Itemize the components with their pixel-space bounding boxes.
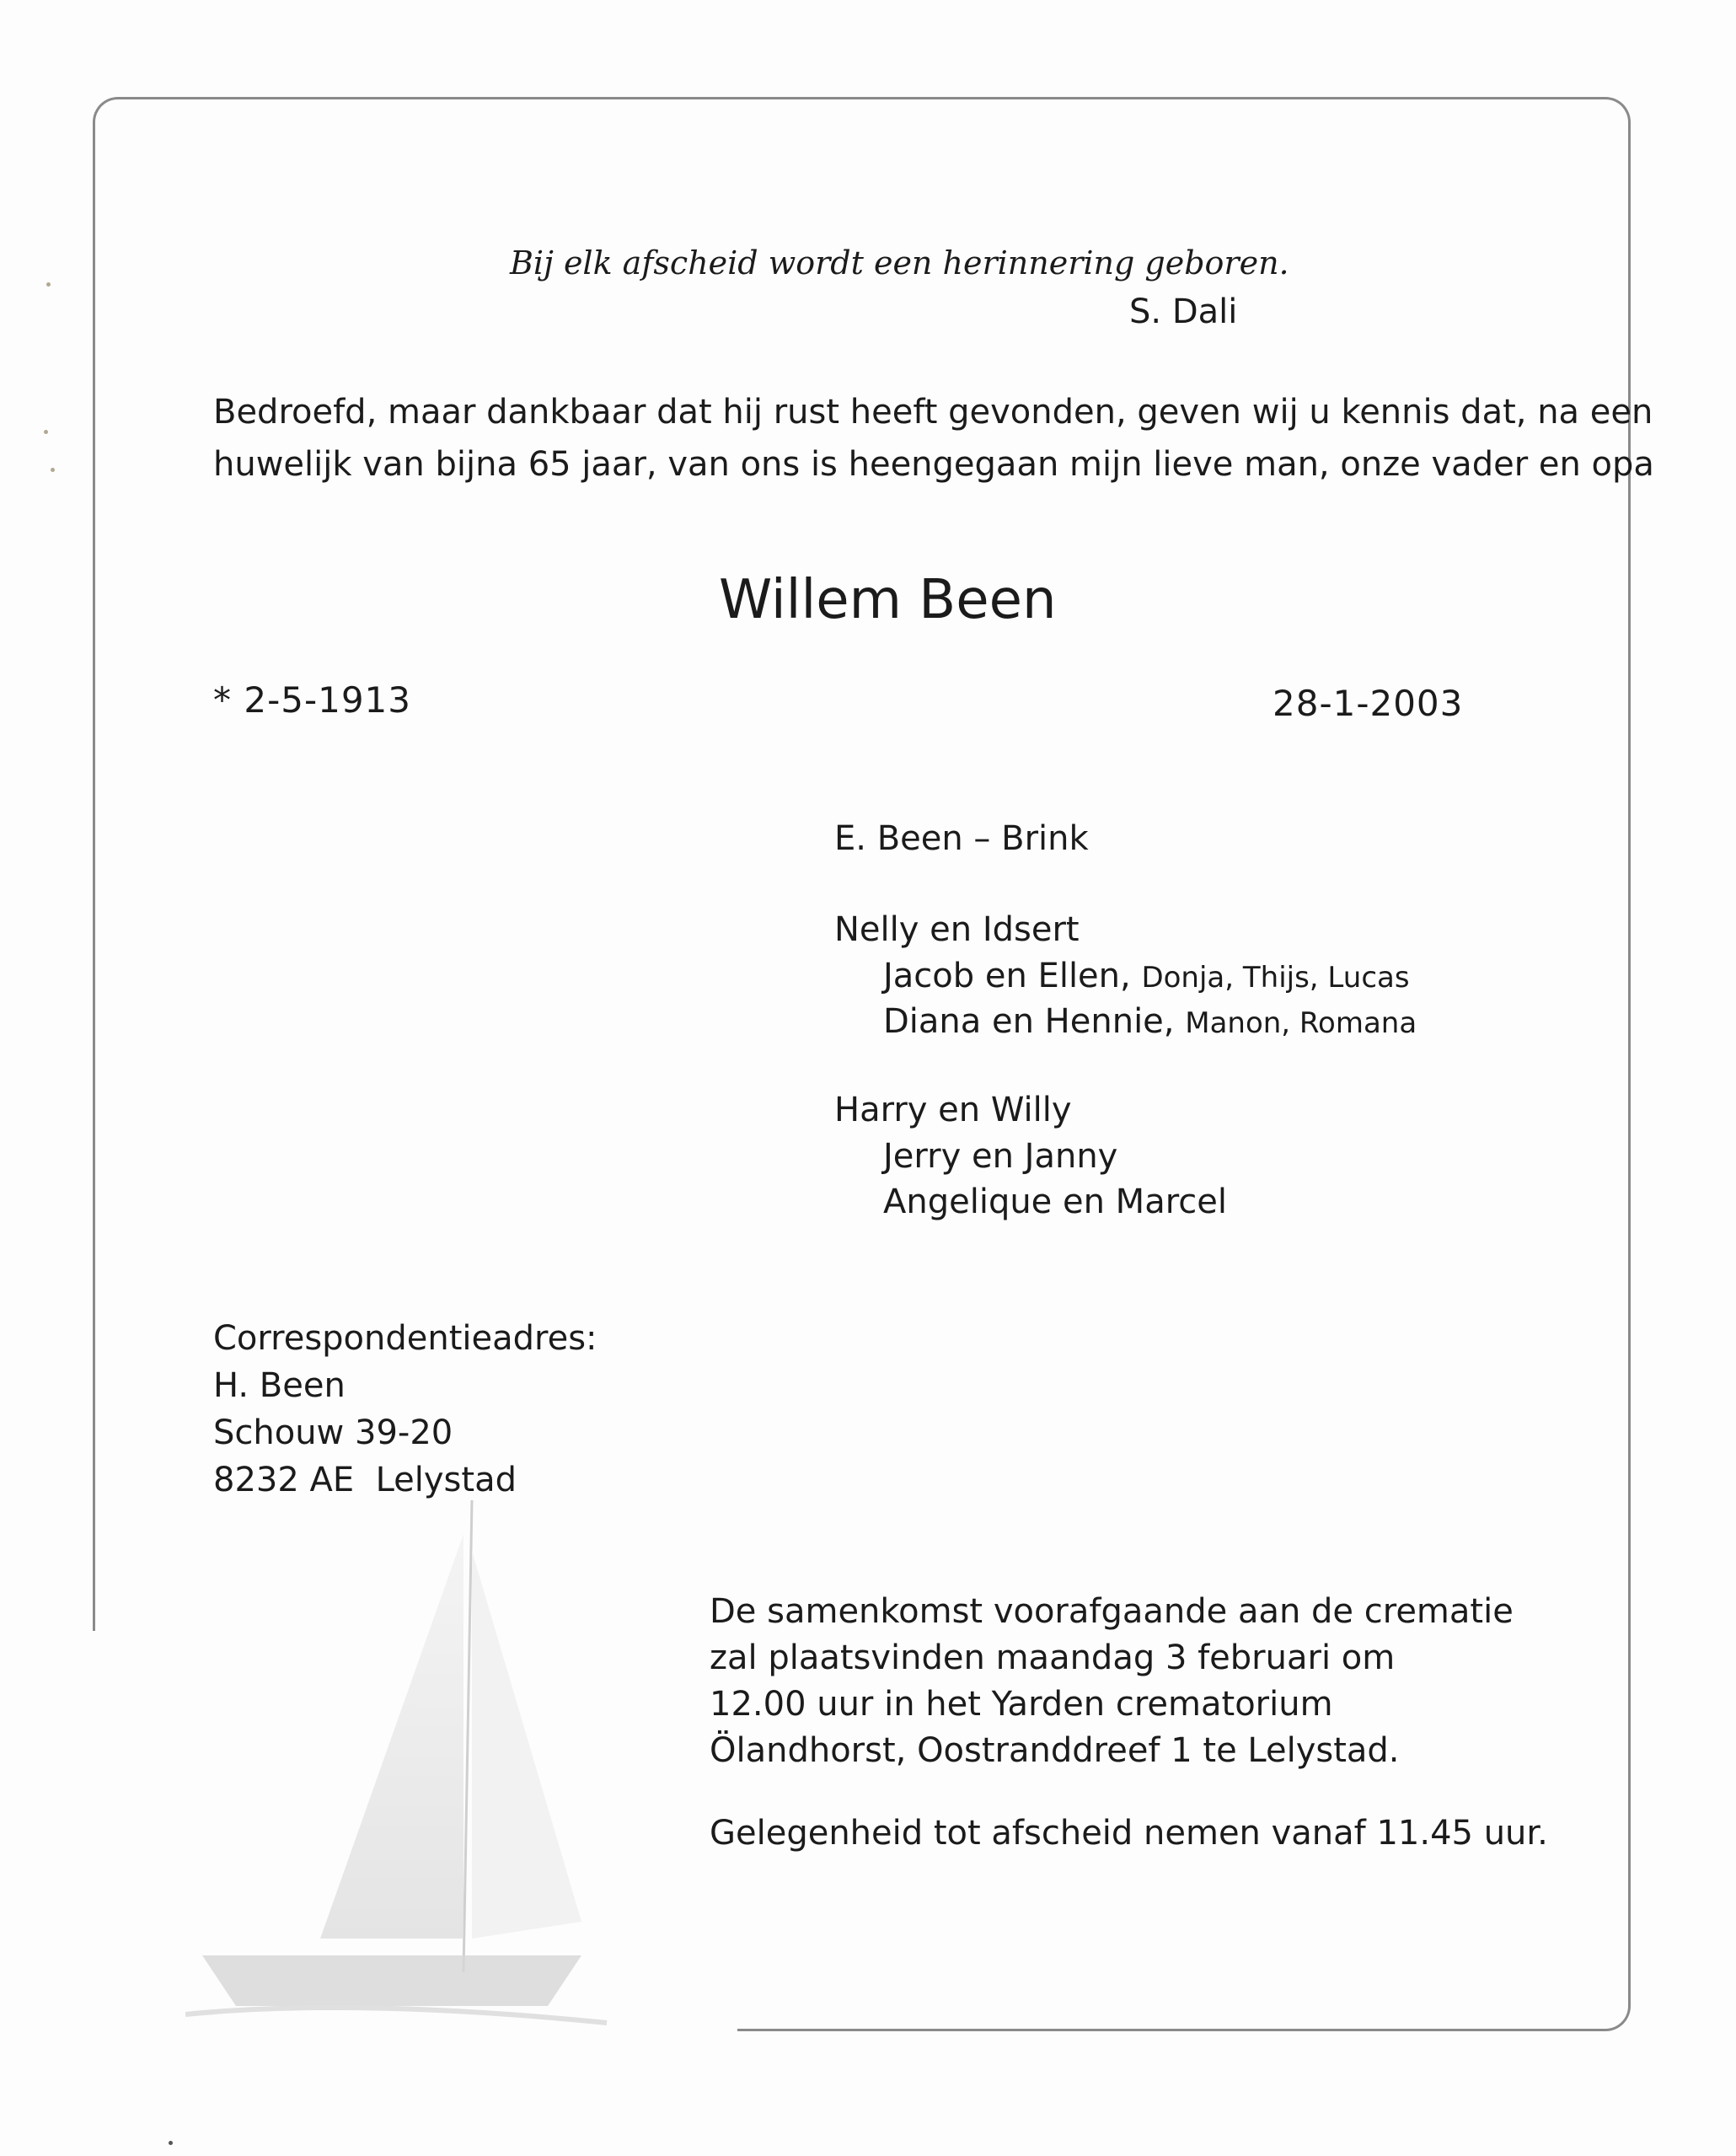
death-date: 28-1-2003 [1273,683,1464,724]
spouse-name: E. Been – Brink [834,819,1089,858]
correspondence-name: H. Been [213,1366,346,1405]
correspondence-street: Schouw 39-20 [213,1413,453,1452]
farewell-info: Gelegenheid tot afscheid nemen vanaf 11.45 uur. [710,1814,1548,1853]
correspondence-label: Correspondentieadres: [213,1319,597,1358]
grandchildren: Donja, Thijs, Lucas [1141,961,1410,995]
paper-speck [51,468,55,472]
paper-speck [44,430,48,434]
grandchildren: Manon, Romana [1185,1006,1417,1040]
correspondence-address [213,1315,597,1504]
announcement-line-1: Bedroefd, maar dankbaar dat hij rust heeft gevonden, geven wij u kennis dat, na een [213,393,1653,432]
family-group-2-parents: Harry en Willy [834,1091,1072,1129]
paper-speck [46,282,51,287]
ceremony-line-4: Ölandhorst, Oostranddreef 1 te Lelystad. [710,1731,1400,1770]
family-group-2-child-1: Jerry en Janny [883,1137,1118,1176]
ceremony-line-1: De samenkomst voorafgaande aan de crematie [710,1592,1514,1631]
sailboat-watermark-illustration [185,1500,624,2040]
deceased-name: Willem Been [719,569,1057,631]
family-group-1-child-1 [883,959,1410,993]
ceremony-line-2: zal plaatsvinden maandag 3 februari om [710,1638,1396,1677]
birth-date: * 2-5-1913 [213,679,411,721]
ceremony-details [710,1589,1514,1774]
card-border-corner [1583,1601,1631,2031]
announcement-line-2: huwelijk van bijna 65 jaar, van ons is heengegaan mijn lieve man, onze vader en opa [213,445,1654,484]
child-couple: Diana en Hennie, [883,1002,1175,1041]
announcement-text [213,386,1654,491]
paper-speck [169,2141,173,2145]
quote-author: S. Dali [1129,292,1238,331]
family-group-2-child-2: Angelique en Marcel [883,1183,1227,1221]
child-couple: Jacob en Ellen, [883,957,1131,995]
family-group-1-child-2 [883,1002,1417,1041]
quote-text: Bij elk afscheid wordt een herinnering geboren. [510,244,1289,282]
correspondence-city: 8232 AE Lelystad [213,1461,517,1499]
ceremony-line-3: 12.00 uur in het Yarden crematorium [710,1685,1333,1724]
family-group-1-parents: Nelly en Idsert [834,910,1080,949]
card-border-bottom [737,2029,1589,2031]
